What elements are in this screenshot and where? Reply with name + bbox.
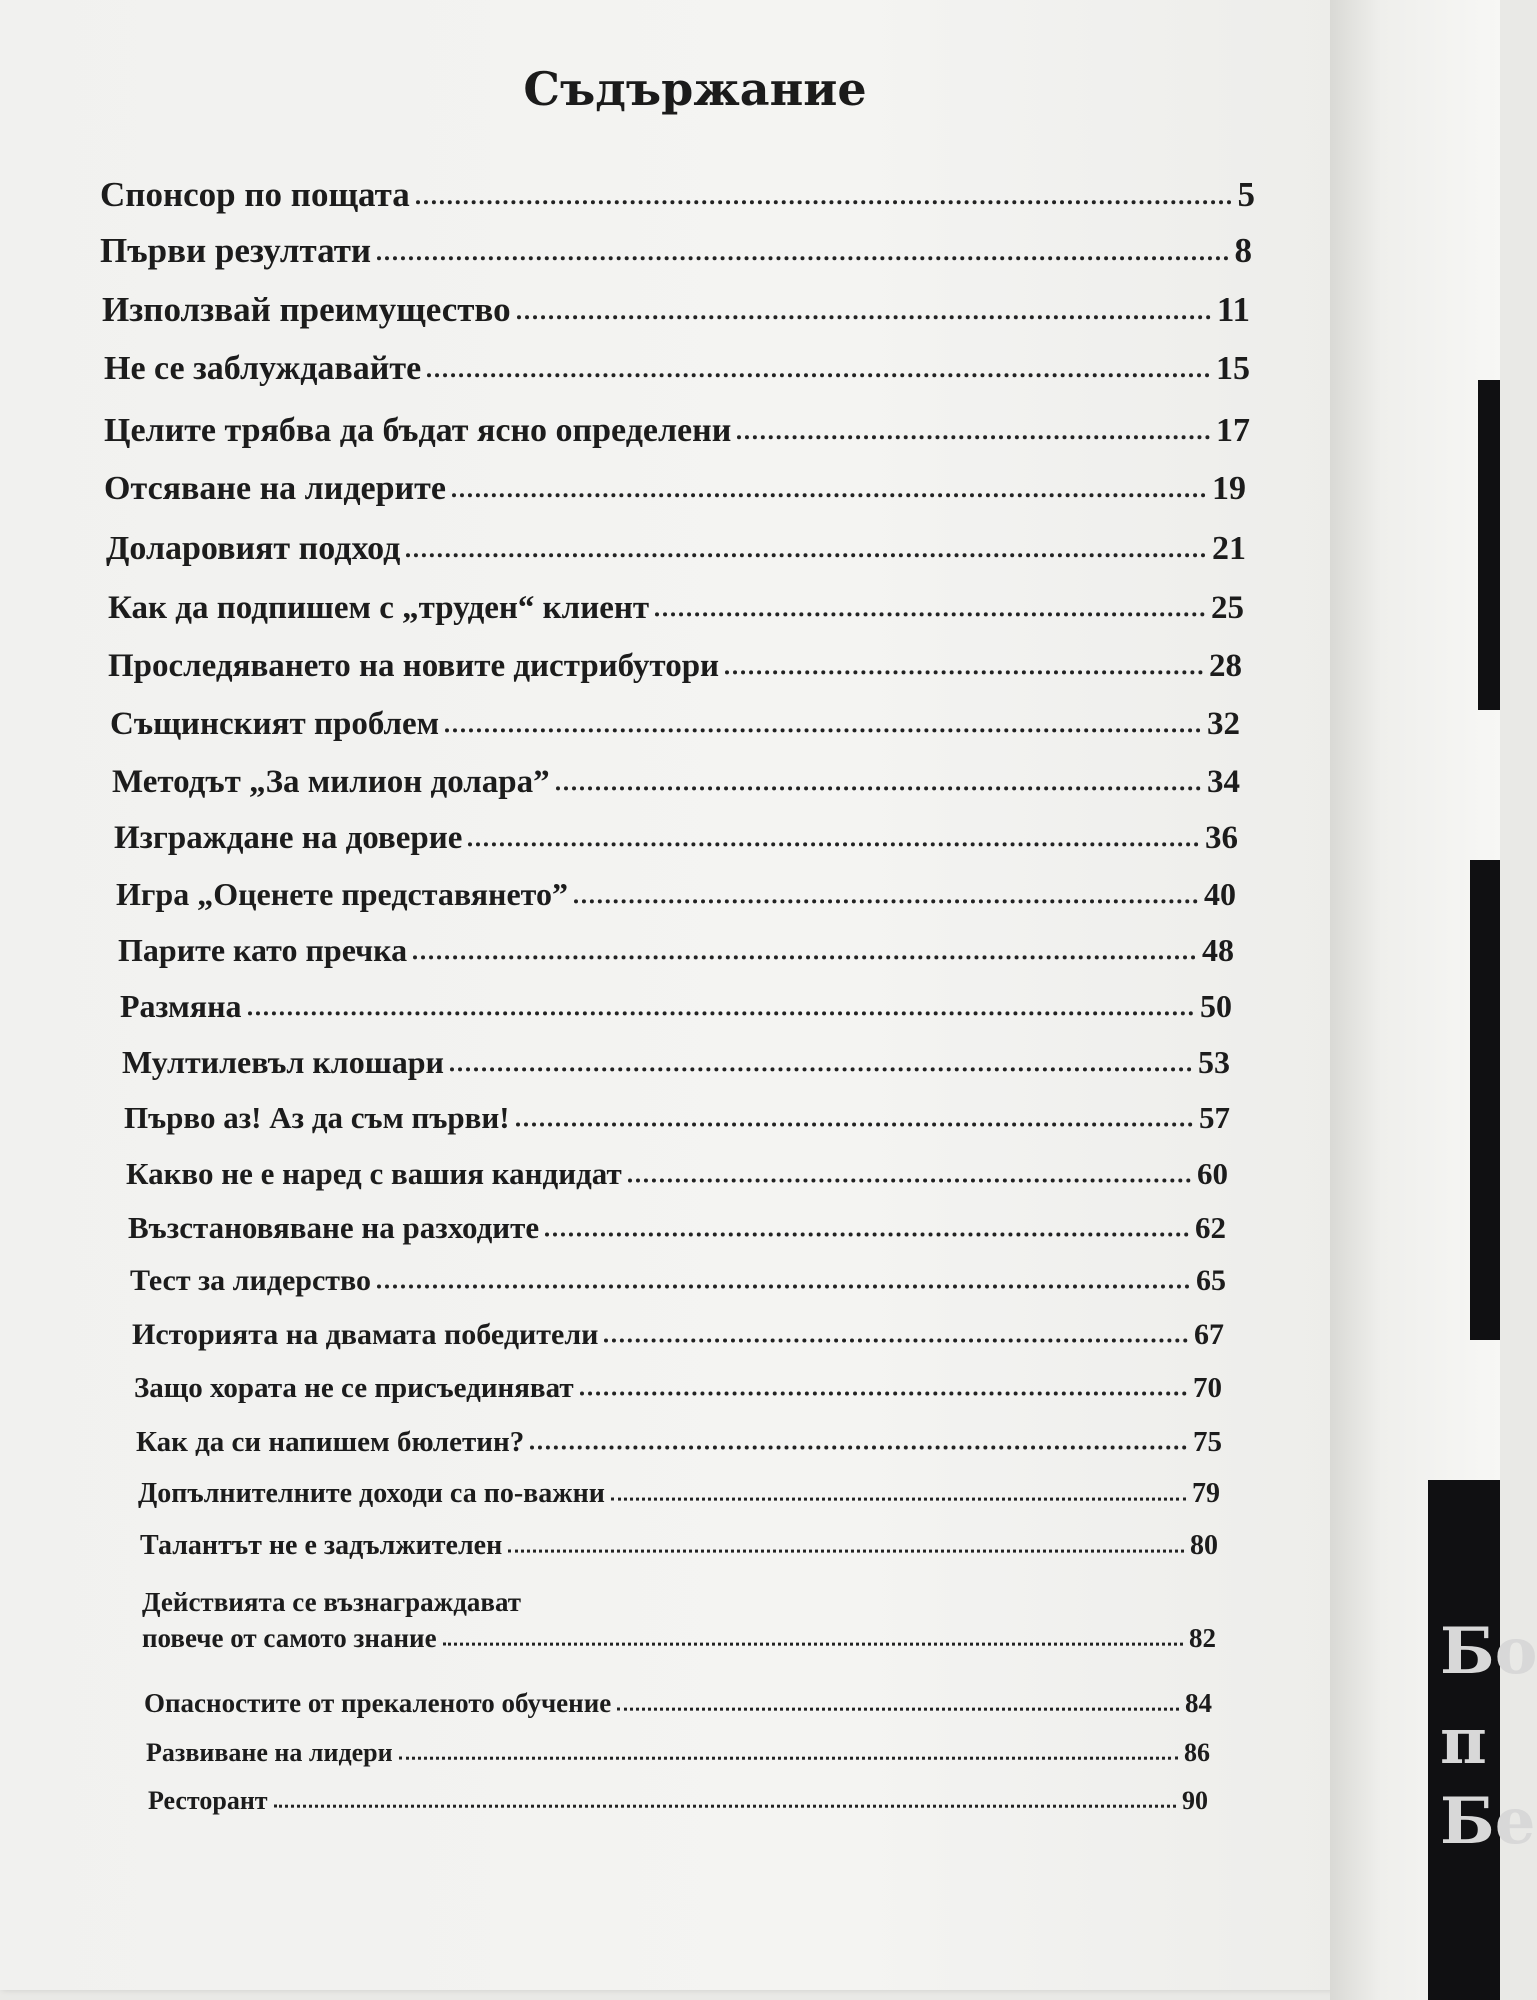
toc-entry-title: Историята на двамата победители	[132, 1318, 599, 1351]
toc-entry	[142, 1584, 1216, 1657]
toc-entry-title: Допълнителните доходи са по-важни	[138, 1478, 605, 1509]
toc-page-number: 86	[1184, 1738, 1210, 1767]
toc-page-number: 5	[1237, 175, 1255, 214]
spine-text: Бо	[1440, 1614, 1537, 1689]
toc-entry	[136, 1426, 1222, 1459]
toc-entry-title: Опасностите от прекаленото обучение	[144, 1688, 612, 1718]
toc-page-number: 79	[1192, 1478, 1220, 1509]
toc-page-number: 32	[1207, 706, 1240, 742]
toc-entry-title: Изграждане на доверие	[114, 820, 463, 856]
toc-entry	[132, 1318, 1224, 1352]
toc-entry-title: Мултилевъл клошари	[122, 1044, 444, 1080]
toc-entry	[100, 175, 1255, 215]
dot-leader	[516, 1122, 1193, 1126]
toc-entry-title: Доларовият подход	[106, 530, 401, 567]
toc-page-number: 17	[1216, 412, 1250, 449]
toc-page-number: 57	[1199, 1100, 1230, 1135]
toc-entry	[138, 1478, 1220, 1510]
dot-leader	[725, 670, 1203, 674]
toc-page-number: 48	[1202, 932, 1234, 968]
toc-entry	[148, 1786, 1208, 1816]
toc-entry-title: Целите трябва да бъдат ясно определени	[104, 412, 732, 449]
dot-leader	[617, 1708, 1179, 1711]
toc-entry	[116, 876, 1236, 913]
toc-entry-title: Талантът не е задължителен	[140, 1530, 503, 1561]
toc-entry-title: Използвай преимущество	[102, 290, 511, 329]
book-cover-strip	[1470, 860, 1500, 1340]
toc-entry	[146, 1738, 1210, 1768]
dot-leader	[406, 553, 1206, 557]
toc-page-number: 34	[1207, 764, 1240, 800]
dot-leader	[574, 899, 1198, 903]
toc-entry	[124, 1100, 1230, 1136]
toc-entry	[118, 932, 1234, 969]
dot-leader	[427, 373, 1210, 377]
toc-entry-title: Парите като пречка	[118, 932, 408, 968]
dot-leader	[399, 1757, 1178, 1760]
toc-entry-title: Ресторант	[148, 1786, 268, 1815]
dot-leader	[545, 1232, 1189, 1236]
toc-entry	[130, 1264, 1226, 1298]
dot-leader	[416, 200, 1232, 204]
toc-page-number: 67	[1194, 1318, 1224, 1351]
toc-entry	[120, 988, 1232, 1025]
dot-leader	[450, 1067, 1192, 1071]
dot-leader	[611, 1498, 1186, 1501]
toc-entry-title: Защо хората не се присъединяват	[134, 1372, 574, 1404]
toc-entry-title: Какво не е наред с вашия кандидат	[126, 1156, 622, 1191]
toc-entry	[106, 530, 1246, 568]
book-cover-strip	[1478, 380, 1500, 710]
toc-page-number: 11	[1216, 290, 1250, 329]
toc-page-number: 15	[1216, 350, 1250, 387]
dot-leader	[508, 1550, 1184, 1553]
toc-page-number: 50	[1200, 988, 1232, 1024]
dot-leader	[737, 435, 1210, 439]
toc-page-number: 90	[1182, 1786, 1208, 1815]
toc-entry-title: Същинският проблем	[110, 706, 440, 742]
toc-page-number: 40	[1204, 876, 1236, 912]
toc-entry	[110, 706, 1240, 743]
dot-leader	[443, 1643, 1183, 1646]
toc-page-number: 84	[1185, 1688, 1212, 1718]
toc-entry-title: Спонсор по пощата	[100, 175, 410, 214]
toc-entry-title: Развиване на лидери	[146, 1738, 393, 1767]
toc-page-number: 60	[1197, 1156, 1228, 1191]
dot-leader	[468, 842, 1199, 846]
toc-page-number: 62	[1195, 1210, 1226, 1245]
toc-entry-title: Проследяването на новите дистрибутори	[108, 648, 720, 684]
toc-entry-title: Методът „За милион долара”	[112, 764, 550, 800]
toc-entry	[144, 1688, 1212, 1719]
dot-leader	[517, 315, 1211, 319]
toc-entry	[108, 648, 1242, 685]
toc-entry	[122, 1044, 1230, 1081]
toc-page-number: 70	[1193, 1372, 1222, 1404]
toc-entry-title: Как да подпишем с „труден“ клиент	[108, 590, 650, 626]
page-title: Съдържание	[523, 62, 867, 116]
dot-leader	[377, 256, 1228, 260]
toc-page-number: 8	[1234, 231, 1252, 270]
toc-page-number: 19	[1212, 470, 1246, 507]
toc-page-number: 36	[1205, 820, 1238, 856]
book-cover-spine	[1428, 1480, 1537, 2000]
toc-entry	[100, 231, 1252, 271]
dot-leader	[452, 493, 1206, 497]
dot-leader	[530, 1446, 1187, 1450]
toc-entry-title: Първо аз! Аз да съм първи!	[124, 1100, 510, 1135]
dot-leader	[445, 728, 1201, 732]
toc-entry-title-continued: повече от самото знание	[142, 1623, 437, 1654]
toc-entry	[104, 350, 1250, 388]
toc-entry-title: Игра „Оценете представянето”	[116, 876, 568, 912]
toc-entry-title: Възстановяване на разходите	[128, 1210, 540, 1245]
dot-leader	[274, 1805, 1176, 1808]
toc-entry-title: Размяна	[120, 988, 242, 1024]
toc-entry	[114, 820, 1238, 857]
toc-entry	[126, 1156, 1228, 1192]
toc-page-number: 53	[1198, 1044, 1230, 1080]
dot-leader	[604, 1339, 1188, 1343]
dot-leader	[655, 612, 1205, 616]
toc-entry	[140, 1530, 1218, 1562]
toc-entry	[102, 290, 1250, 330]
toc-entry	[104, 470, 1246, 508]
toc-entry-title: Не се заблуждавайте	[104, 350, 422, 387]
toc-entry	[128, 1210, 1226, 1246]
toc-entry-title: Как да си напишем бюлетин?	[136, 1426, 525, 1458]
toc-page-number: 75	[1193, 1426, 1222, 1458]
toc-entry	[108, 590, 1244, 627]
dot-leader	[377, 1285, 1190, 1289]
spine-text: п	[1440, 1704, 1487, 1779]
dot-leader	[248, 1011, 1195, 1015]
dot-leader	[628, 1178, 1191, 1182]
toc-entry-title: Първи резултати	[100, 231, 372, 270]
toc-page-number: 65	[1196, 1264, 1226, 1297]
toc-page-number: 82	[1189, 1623, 1216, 1654]
dot-leader	[580, 1392, 1187, 1396]
toc-entry	[134, 1372, 1222, 1405]
toc-entry-title: Тест за лидерство	[130, 1264, 371, 1297]
dot-leader	[413, 955, 1196, 959]
toc-page-number: 21	[1212, 530, 1246, 567]
toc-page-number: 28	[1209, 648, 1242, 684]
dot-leader	[556, 786, 1201, 790]
spine-text: Бе	[1440, 1784, 1536, 1859]
toc-page-number: 80	[1190, 1530, 1218, 1561]
toc-entry-title: Действията се възнаграждават	[142, 1587, 522, 1617]
toc-entry	[112, 764, 1240, 801]
toc-entry	[104, 412, 1250, 450]
toc-entry-title: Отсяване на лидерите	[104, 470, 446, 507]
toc-page-number: 25	[1211, 590, 1244, 626]
